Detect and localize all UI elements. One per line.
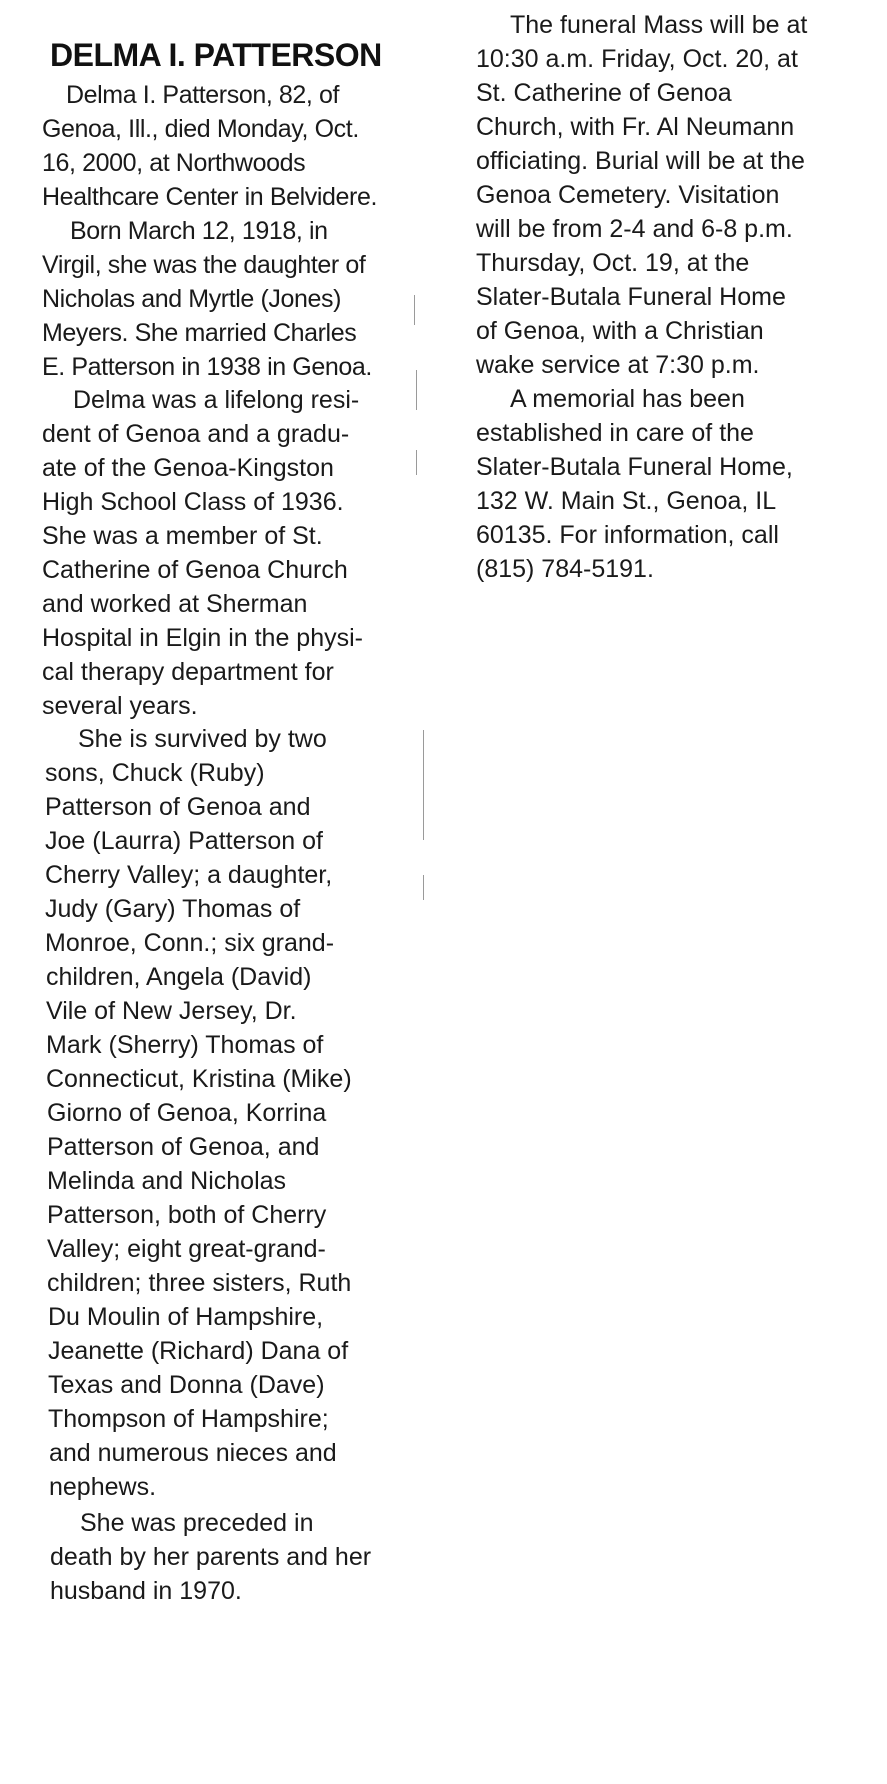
text-line: Thursday, Oct. 19, at the — [476, 249, 750, 277]
text-line: husband in 1970. — [50, 1577, 242, 1605]
text-line: 132 W. Main St., Genoa, IL — [476, 487, 777, 515]
column-rule-mark — [423, 730, 424, 840]
text-line: Valley; eight great-grand- — [47, 1235, 326, 1263]
text-line: Melinda and Nicholas — [47, 1167, 287, 1195]
text-line: Joe (Laurra) Patterson of — [45, 827, 323, 855]
text-line: nephews. — [49, 1473, 157, 1501]
text-line: of Genoa, with a Christian — [476, 317, 764, 345]
text-line: officiating. Burial will be at the — [476, 147, 805, 175]
text-line: Jeanette (Richard) Dana of — [48, 1337, 349, 1365]
text-line: Delma was a lifelong resi- — [73, 386, 360, 414]
text-line: She is survived by two — [78, 725, 327, 753]
text-line: Judy (Gary) Thomas of — [45, 895, 301, 923]
text-line: 60135. For information, call — [476, 521, 779, 549]
text-line: Meyers. She married Charles — [42, 319, 357, 347]
text-line: children; three sisters, Ruth — [47, 1269, 352, 1297]
text-line: cal therapy department for — [42, 658, 334, 686]
text-line: children, Angela (David) — [46, 963, 312, 991]
text-line: The funeral Mass will be at — [510, 11, 808, 39]
text-line: Virgil, she was the daughter of — [42, 251, 366, 279]
paragraph-birth-marriage — [42, 214, 372, 384]
text-line: Du Moulin of Hampshire, — [48, 1303, 324, 1331]
text-line: Slater-Butala Funeral Home, — [476, 453, 793, 481]
text-line: dent of Genoa and a gradu- — [42, 420, 350, 448]
text-line: Texas and Donna (Dave) — [48, 1371, 325, 1399]
paragraph-services — [476, 8, 807, 382]
text-line: A memorial has been — [510, 385, 745, 413]
text-line: ate of the Genoa-Kingston — [42, 454, 334, 482]
text-line: Patterson of Genoa and — [45, 793, 311, 821]
text-line: Healthcare Center in Belvidere. — [42, 183, 378, 211]
text-line: Vile of New Jersey, Dr. — [46, 997, 297, 1025]
text-line: St. Catherine of Genoa — [476, 79, 732, 107]
column-rule-mark — [414, 295, 415, 325]
text-line: 16, 2000, at Northwoods — [42, 149, 306, 177]
paragraph-survivors — [42, 722, 352, 1504]
column-rule-mark — [416, 370, 417, 410]
column-rule-mark — [416, 450, 417, 475]
text-line: Delma I. Patterson, 82, of — [66, 81, 340, 109]
paragraph-preceded — [42, 1506, 371, 1608]
text-line: Mark (Sherry) Thomas of — [46, 1031, 324, 1059]
text-line: and numerous nieces and — [49, 1439, 337, 1467]
text-line: Nicholas and Myrtle (Jones) — [42, 285, 342, 313]
text-line: Catherine of Genoa Church — [42, 556, 348, 584]
text-line: sons, Chuck (Ruby) — [45, 759, 265, 787]
text-line: Hospital in Elgin in the physi- — [42, 624, 363, 652]
obituary-headline: DELMA I. PATTERSON — [50, 37, 382, 73]
text-line: Genoa Cemetery. Visitation — [476, 181, 780, 209]
text-line: Born March 12, 1918, in — [70, 217, 328, 245]
text-line: High School Class of 1936. — [42, 488, 344, 516]
column-rule-mark — [423, 875, 424, 900]
text-line: Giorno of Genoa, Korrina — [47, 1099, 327, 1127]
text-line: 10:30 a.m. Friday, Oct. 20, at — [476, 45, 798, 73]
text-line: Patterson, both of Cherry — [47, 1201, 327, 1229]
text-line: Connecticut, Kristina (Mike) — [46, 1065, 352, 1093]
text-line: Patterson of Genoa, and — [47, 1133, 320, 1161]
text-line: She was preceded in — [80, 1509, 314, 1537]
text-line: E. Patterson in 1938 in Genoa. — [42, 353, 372, 381]
text-line: Genoa, Ill., died Monday, Oct. — [42, 115, 359, 143]
text-line: several years. — [42, 692, 198, 720]
text-line: wake service at 7:30 p.m. — [476, 351, 760, 379]
text-line: and worked at Sherman — [42, 590, 308, 618]
text-line: Monroe, Conn.; six grand- — [45, 929, 335, 957]
paragraph-death-notice — [42, 78, 377, 214]
text-line: (815) 784-5191. — [476, 555, 654, 583]
text-line: Cherry Valley; a daughter, — [45, 861, 333, 889]
text-line: She was a member of St. — [42, 522, 323, 550]
paragraph-biography — [42, 383, 363, 723]
text-line: Church, with Fr. Al Neumann — [476, 113, 795, 141]
text-line: will be from 2-4 and 6-8 p.m. — [476, 215, 793, 243]
text-line: Thompson of Hampshire; — [48, 1405, 329, 1433]
text-line: death by her parents and her — [50, 1543, 372, 1571]
text-line: Slater-Butala Funeral Home — [476, 283, 786, 311]
text-line: established in care of the — [476, 419, 754, 447]
paragraph-memorial — [476, 382, 793, 586]
